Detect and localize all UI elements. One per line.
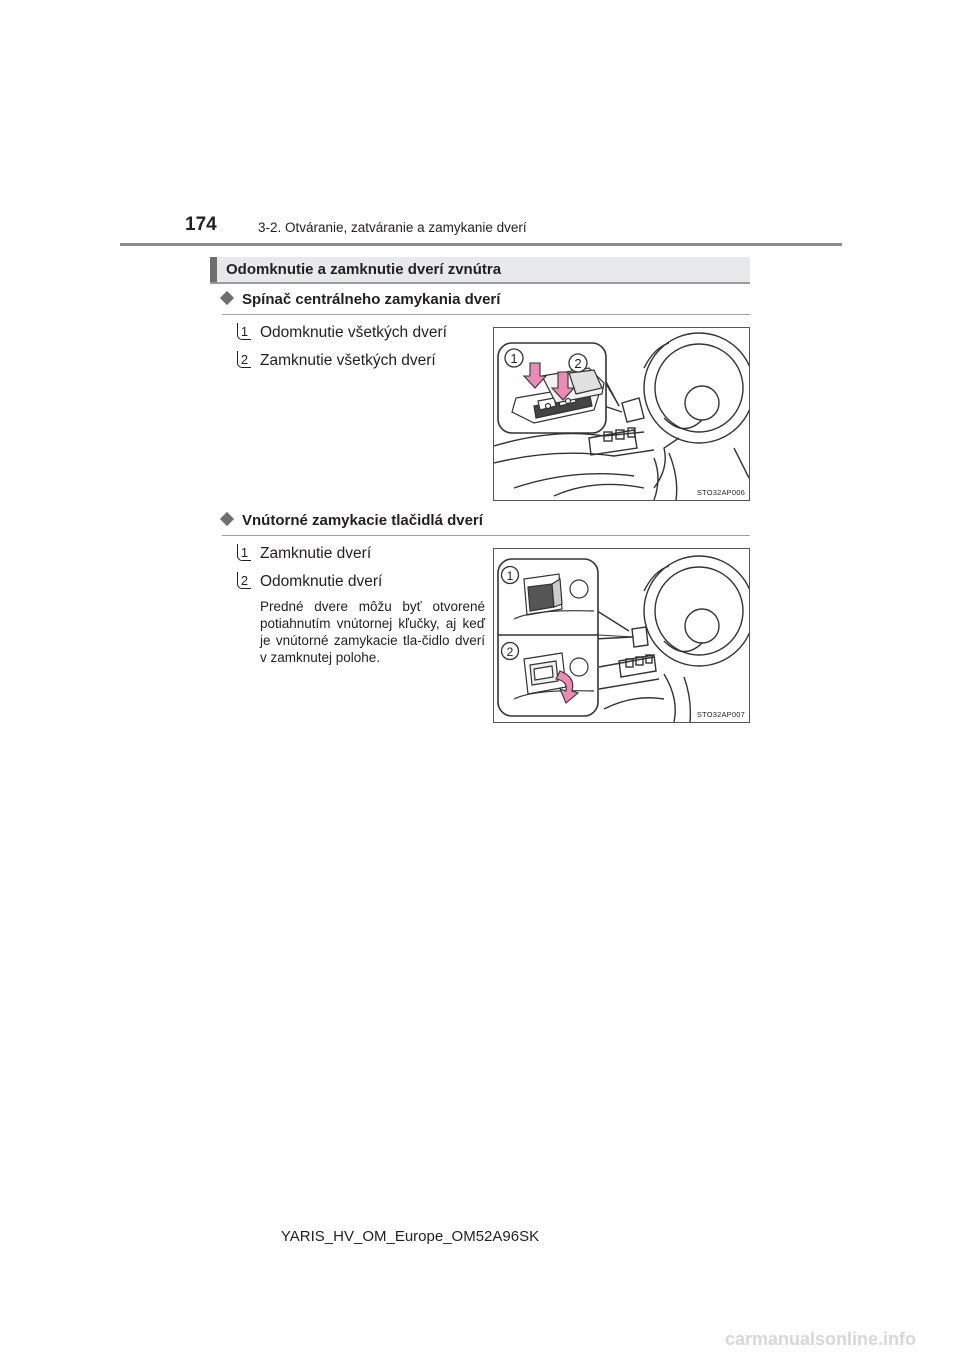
note-text: Predné dvere môžu byť otvorené potiahnutím vnútornej kľučky, aj keď je vnútorné zamykacie tla-čidlo dverí v zamknutej polohe. bbox=[260, 599, 485, 665]
door-panel-illustration bbox=[494, 328, 749, 500]
footer-doc-code: YARIS_HV_OM_Europe_OM52A96SK bbox=[280, 1228, 540, 1245]
figure-code: STO32AP007 bbox=[696, 710, 745, 719]
subsection-heading-central-locking bbox=[222, 291, 500, 308]
callout-label: 2 bbox=[574, 356, 582, 371]
callout-label: 1 bbox=[506, 569, 514, 583]
chapter-title: 3-2. Otváranie, zatváranie a zamykanie dverí bbox=[258, 220, 527, 235]
figure-central-locking-switch bbox=[493, 327, 750, 501]
subsection-heading-text: Spínač centrálneho zamykania dverí bbox=[242, 291, 501, 308]
item-text-lock-door: Zamknutie dverí bbox=[260, 545, 372, 562]
item-number-badge: 1 bbox=[237, 323, 251, 340]
figure-code: STO32AP006 bbox=[696, 488, 745, 497]
item-number-badge: 2 bbox=[237, 351, 251, 368]
door-lock-illustration bbox=[494, 549, 749, 722]
watermark: carmanualsonline.info bbox=[724, 1329, 916, 1349]
item-number-badge: 2 bbox=[237, 572, 251, 589]
section-title: Odomknutie a zamknutie dverí zvnútra bbox=[226, 261, 502, 278]
section-bar-edge bbox=[210, 257, 217, 282]
subsection-rule bbox=[222, 535, 750, 536]
section-heading-bar bbox=[210, 257, 750, 284]
subsection-rule bbox=[222, 314, 750, 315]
subsection-heading-inside-lock-buttons bbox=[222, 512, 483, 529]
subsection-heading-text: Vnútorné zamykacie tlačidlá dverí bbox=[242, 512, 483, 529]
item-number-badge: 1 bbox=[237, 544, 251, 561]
header-rule bbox=[120, 243, 842, 246]
callout-label: 1 bbox=[510, 351, 518, 366]
item-text-lock-all: Zamknutie všetkých dverí bbox=[260, 352, 436, 369]
item-text-unlock-all: Odomknutie všetkých dverí bbox=[260, 324, 447, 341]
figure-inside-lock-buttons bbox=[493, 548, 750, 723]
callout-label: 2 bbox=[506, 645, 514, 659]
item-text-unlock-door: Odomknutie dverí bbox=[260, 573, 383, 590]
diamond-bullet-icon bbox=[220, 512, 234, 526]
diamond-bullet-icon bbox=[220, 291, 234, 305]
footer bbox=[0, 1228, 960, 1245]
page-number: 174 bbox=[185, 214, 217, 235]
